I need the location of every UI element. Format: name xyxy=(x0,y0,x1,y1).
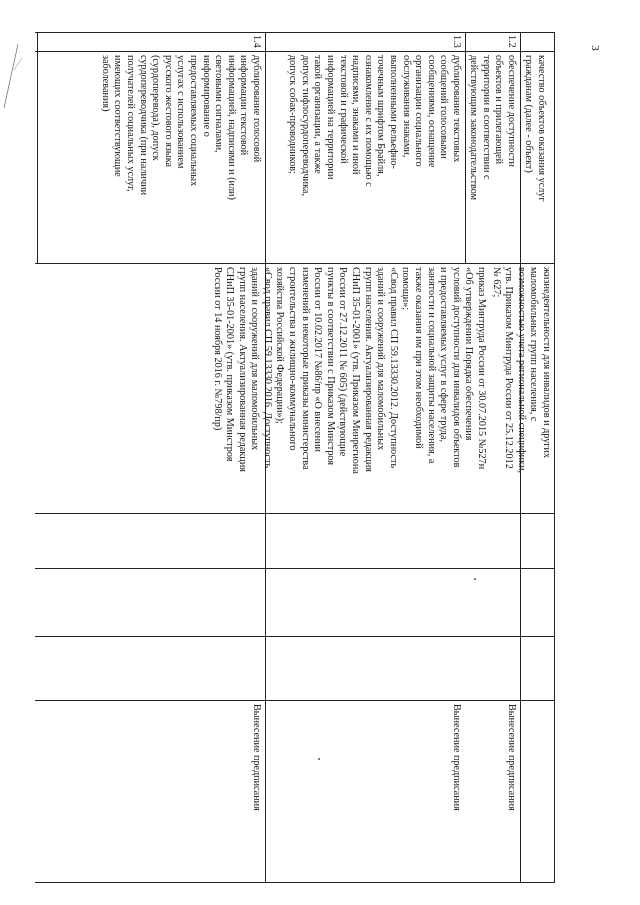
row-number: 1.3 xyxy=(451,35,462,48)
action-text: Вынесение предписания xyxy=(451,704,462,811)
requirement-text: качество объектов оказания услуг гражданам (далее - объект) xyxy=(523,55,547,202)
requirement-text: дублирование текстовых сообщений голосовыми сообщениями, оснащение организации социального обслуживания знаками, выполненными рельефно- точечным шрифтом Брайля, ознакомление с их помощью с надписями, знаками и иной текстовой и графической информацией на территории такой организации, а также допуск тифлосурдопереводчика, допуск собак-проводников; xyxy=(287,55,462,196)
col-border-empty3 xyxy=(35,636,555,701)
col-border-empty1 xyxy=(35,513,555,569)
col-border-action xyxy=(35,700,555,883)
col-border-empty2 xyxy=(35,568,555,637)
rotated-table xyxy=(35,32,555,882)
pen-mark xyxy=(0,40,30,110)
page-number: 3 xyxy=(588,45,601,51)
legal-basis-text: жизнедеятельности для инвалидов и других маломобильных групп населения, с возможностью учета региональной специфики, утв. Приказом Минтруда России от 25.12.2012 № 627; xyxy=(490,267,552,474)
legal-basis-text: приказ Минтруда России от 30.07.2015 №527н «Об утверждении Порядка обеспечения условий доступности для инвалидов объектов и предоставляемых услуг в сфере труда, занятости и социальной защиты населения, а также оказания им при этом необходимой помощи»; «Свод правил СП 59.13330.2012. Доступность зданий и сооружений для маломобильных групп населения. Актуализированная редакция СНиП 35-01-2001» (утв. Приказом Минрегиона России от 27.12.2011 № 605) (действующие пункты в соответствии с Приказом Минстроя России от 10.02.2017 №86/пр «О внесении изменений в некоторые приказы министерства строительства и жилищно-коммунального хозяйства Российской Федерации»); «Свод правил СП 59.13330.2016. Доступность зданий и сооружений для маломобильных групп населения. Актуализированная редакция СНиП 35-01-2001» (утв. приказом Минстроя России от 14 ноября 2016 г. №798/пр) xyxy=(211,267,487,474)
requirement-text: обеспечение доступности объектов и прилегающей территории в соответствии с действующим законодательством xyxy=(468,55,517,201)
row-number: 1.4 xyxy=(251,35,262,48)
action-text: Вынесение предписания xyxy=(251,704,262,811)
row-line xyxy=(37,32,38,263)
requirement-text: дублирование голосовой информации текстовой информацией, надписями и (или) световыми сигналами, информирование о предоставляемых социальных услугах с использованием русского жестового языка (сурдоперевода), допуск сурдопереводчика (при наличии получателей социальных услуг, имеющих соответствующие заболевания) xyxy=(99,55,262,200)
col-border-num xyxy=(35,32,555,52)
action-text: Вынесение предписания xyxy=(506,704,517,811)
row-number: 1.2 xyxy=(506,35,517,48)
